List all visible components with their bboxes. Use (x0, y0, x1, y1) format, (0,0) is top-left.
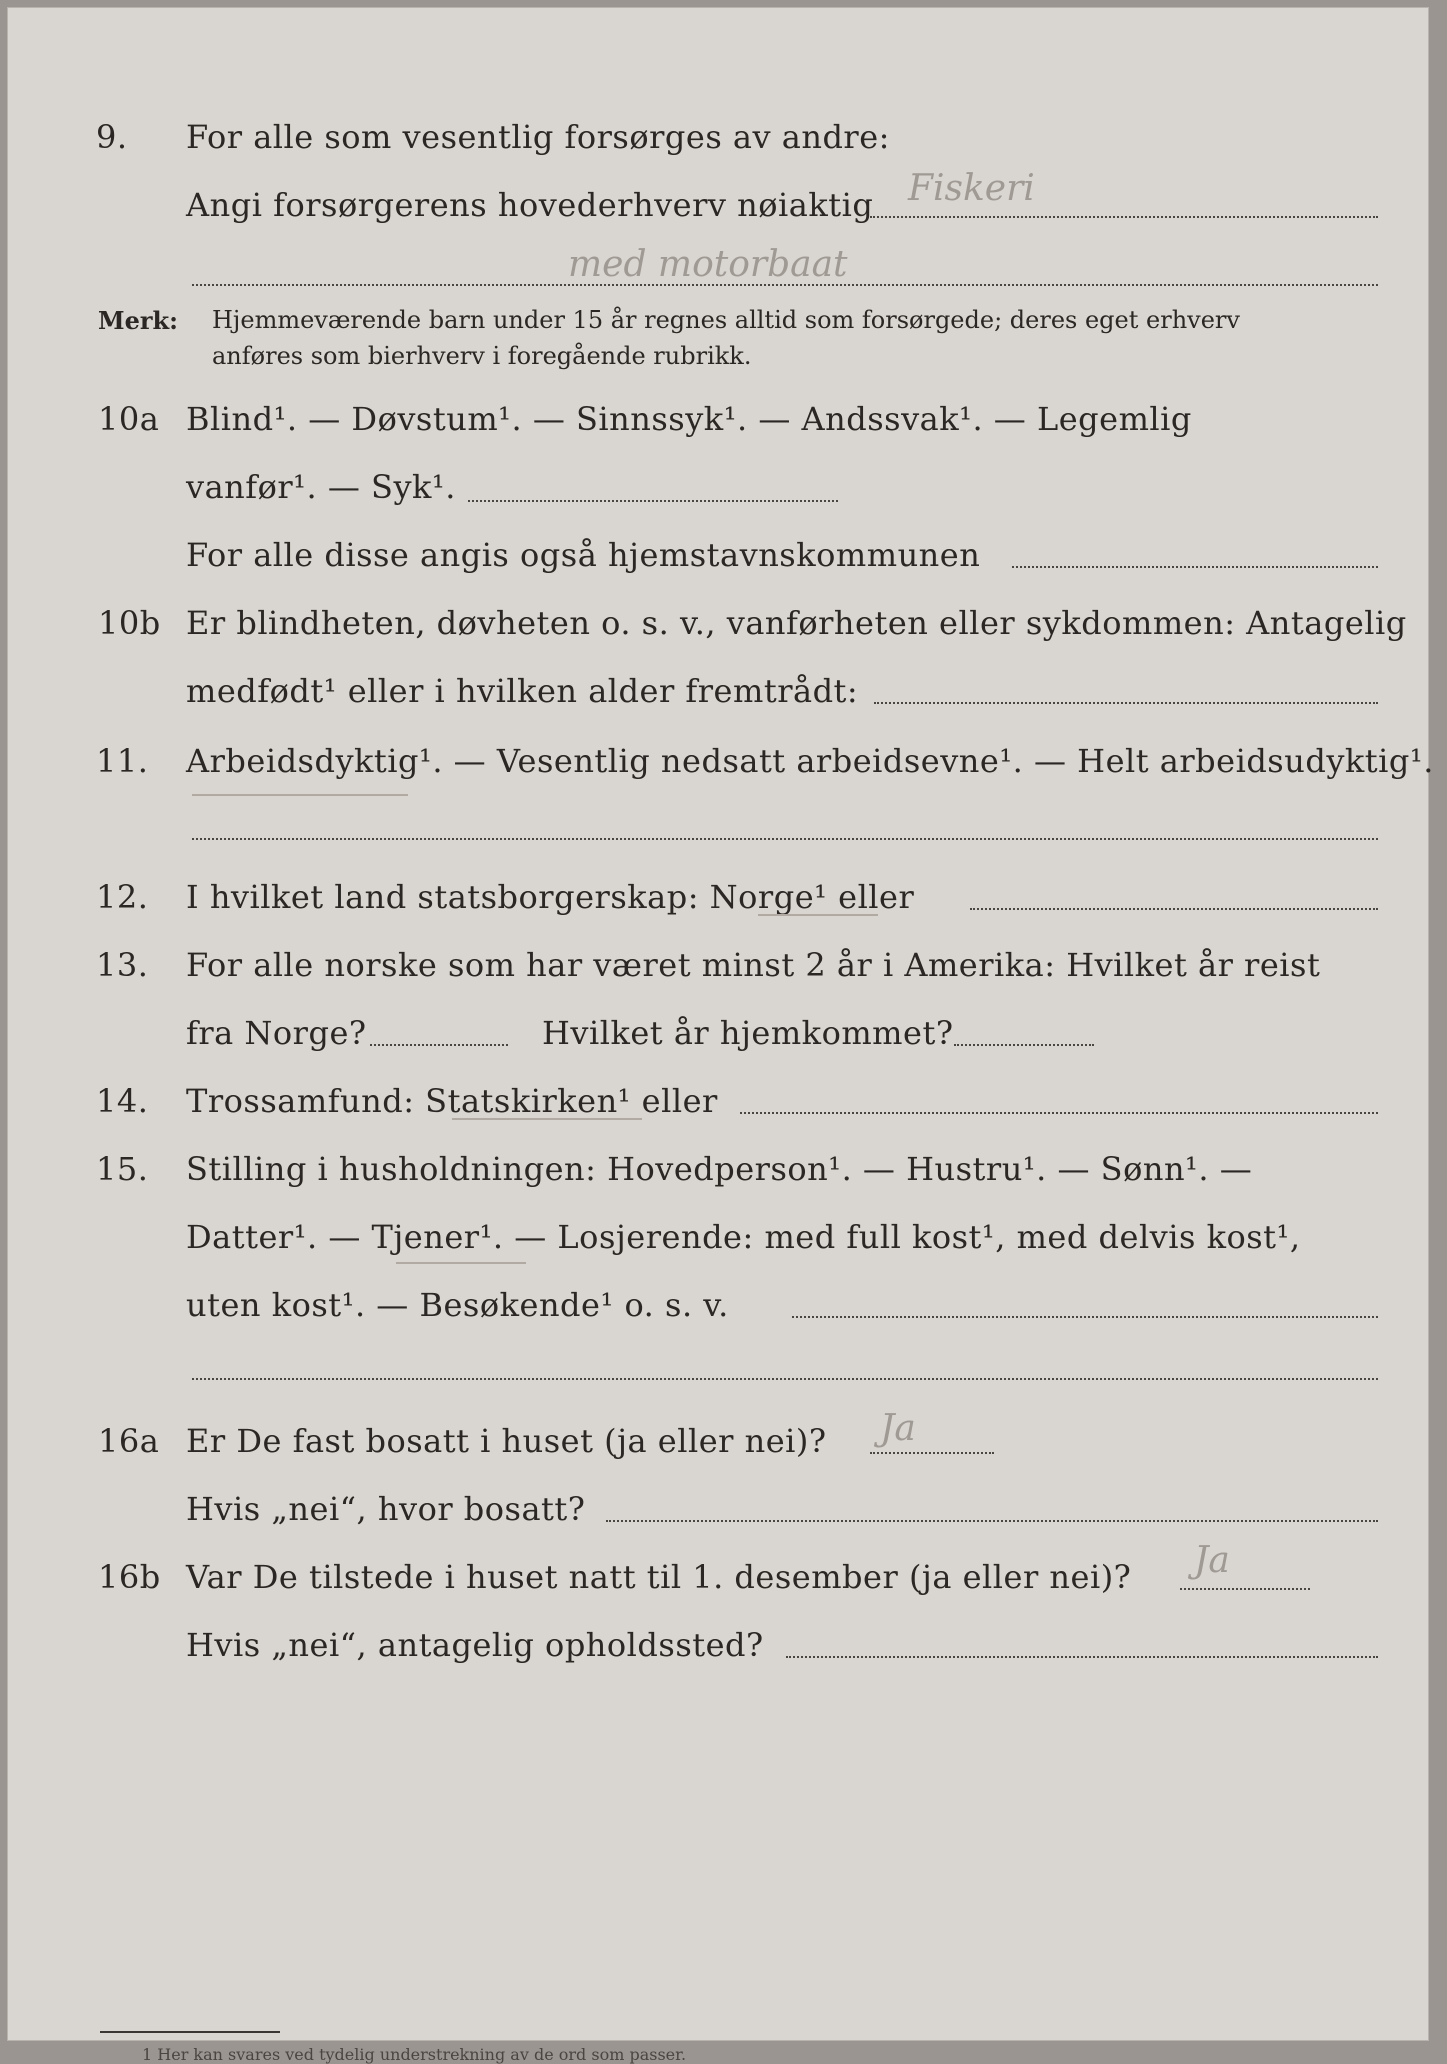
q14-row (8, 1082, 1428, 1136)
q10a-question-3: For alle disse angis også hjemstavnskommunen (186, 536, 981, 574)
q16b-answer-line[interactable] (1180, 1588, 1310, 1590)
q16a-answer-line[interactable] (870, 1452, 994, 1454)
q15-row-2 (8, 1218, 1428, 1272)
q11-answer-line[interactable] (192, 838, 1378, 840)
q13-question-2b: Hvilket år hjemkommet? (542, 1014, 954, 1052)
q10a-row-2 (8, 468, 1428, 522)
q9-question-2: Angi forsørgerens hovederhverv nøiaktig (186, 186, 874, 224)
q16b-question: Var De tilstede i huset natt til 1. desember (ja eller nei)? (186, 1558, 1132, 1596)
q15-row-3 (8, 1286, 1428, 1340)
q14-number: 14. (96, 1082, 149, 1120)
q14-answer-underline (452, 1118, 642, 1120)
q11-answer-underline (192, 794, 408, 796)
q10b-question: Er blindheten, døvheten o. s. v., vanførheten eller sykdommen: Antagelig (186, 604, 1407, 642)
q15-answer-line-2[interactable] (192, 1378, 1378, 1380)
q13-year-left-line[interactable] (370, 1044, 508, 1046)
note-text: Hjemmeværende barn under 15 år regnes alltid som forsørgede; deres eget erhverv (212, 306, 1240, 334)
q9-handwritten-answer-2: med motorbaat (568, 244, 848, 285)
q13-number: 13. (96, 946, 149, 984)
q13-row-2 (8, 1014, 1428, 1068)
q15-answer-underline (396, 1262, 526, 1264)
q16a-row-2 (8, 1490, 1428, 1544)
q16a-number: 16a (98, 1422, 160, 1460)
q14-answer-line[interactable] (740, 1112, 1378, 1114)
q16a-row (8, 1422, 1428, 1476)
footnote: 1 Her kan svares ved tydelig understrekning av de ord som passer. (142, 2045, 687, 2064)
q10a-question-2: vanfør¹. — Syk¹. (186, 468, 456, 506)
q9-row-2 (8, 186, 1428, 240)
q16b-row-2 (8, 1626, 1428, 1680)
q14-question: Trossamfund: Statskirken¹ eller (186, 1082, 718, 1120)
q16b-answer-line-2[interactable] (786, 1656, 1378, 1658)
q10a-question: Blind¹. — Døvstum¹. — Sinnssyk¹. — Andssvak¹. — Legemlig (186, 400, 1192, 438)
q10b-question-2: medfødt¹ eller i hvilken alder fremtrådt: (186, 672, 859, 710)
q12-answer-underline (758, 914, 878, 916)
q10b-number: 10b (98, 604, 161, 642)
q10b-answer-line[interactable] (874, 702, 1378, 704)
q9-question: For alle som vesentlig forsørges av andre: (186, 118, 890, 156)
q10a-row (8, 400, 1428, 454)
note-text-2: anføres som bierhverv i foregående rubrikk. (212, 342, 752, 370)
q15-answer-line[interactable] (792, 1316, 1378, 1318)
q9-answer-line[interactable] (870, 216, 1378, 218)
q16b-question-2: Hvis „nei“, antagelig opholdssted? (186, 1626, 764, 1664)
q10b-row-2 (8, 672, 1428, 726)
q15-question-3: uten kost¹. — Besøkende¹ o. s. v. (186, 1286, 729, 1324)
q12-question: I hvilket land statsborgerskap: Norge¹ eller (186, 878, 915, 916)
q13-question: For alle norske som har været minst 2 år i Amerika: Hvilket år reist (186, 946, 1321, 984)
q9-handwritten-answer: Fiskeri (908, 168, 1035, 209)
footnote-rule (100, 2031, 280, 2033)
q13-row (8, 946, 1428, 1000)
q11-question: Arbeidsdyktig¹. — Vesentlig nedsatt arbeidsevne¹. — Helt arbeidsudyktig¹. (186, 742, 1434, 780)
q12-number: 12. (96, 878, 149, 916)
q12-answer-line[interactable] (970, 908, 1378, 910)
q12-row (8, 878, 1428, 932)
census-form-page (8, 8, 1434, 2064)
q16a-handwritten-answer: Ja (880, 1408, 916, 1449)
q16b-handwritten-answer: Ja (1194, 1540, 1230, 1581)
q10b-row (8, 604, 1428, 658)
q15-number: 15. (96, 1150, 149, 1188)
q15-row (8, 1150, 1428, 1204)
q13-question-2a: fra Norge? (186, 1014, 367, 1052)
q9-row (8, 118, 1428, 172)
q11-row (8, 742, 1434, 796)
q15-question: Stilling i husholdningen: Hovedperson¹. — Hustru¹. — Sønn¹. — (186, 1150, 1253, 1188)
q16a-question-2: Hvis „nei“, hvor bosatt? (186, 1490, 586, 1528)
q10a-number: 10a (98, 400, 160, 438)
note-label: Merk: (98, 306, 178, 335)
q16a-question: Er De fast bosatt i huset (ja eller nei)? (186, 1422, 827, 1460)
q10a-answer-line-2[interactable] (1012, 566, 1378, 568)
q13-year-returned-line[interactable] (954, 1044, 1094, 1046)
q10a-row-3 (8, 536, 1428, 590)
q11-number: 11. (96, 742, 149, 780)
q15-question-2: Datter¹. — Tjener¹. — Losjerende: med full kost¹, med delvis kost¹, (186, 1218, 1301, 1256)
q9-number: 9. (96, 118, 128, 156)
q16b-number: 16b (98, 1558, 161, 1596)
q16a-answer-line-2[interactable] (606, 1520, 1378, 1522)
q10a-answer-line[interactable] (468, 500, 838, 502)
